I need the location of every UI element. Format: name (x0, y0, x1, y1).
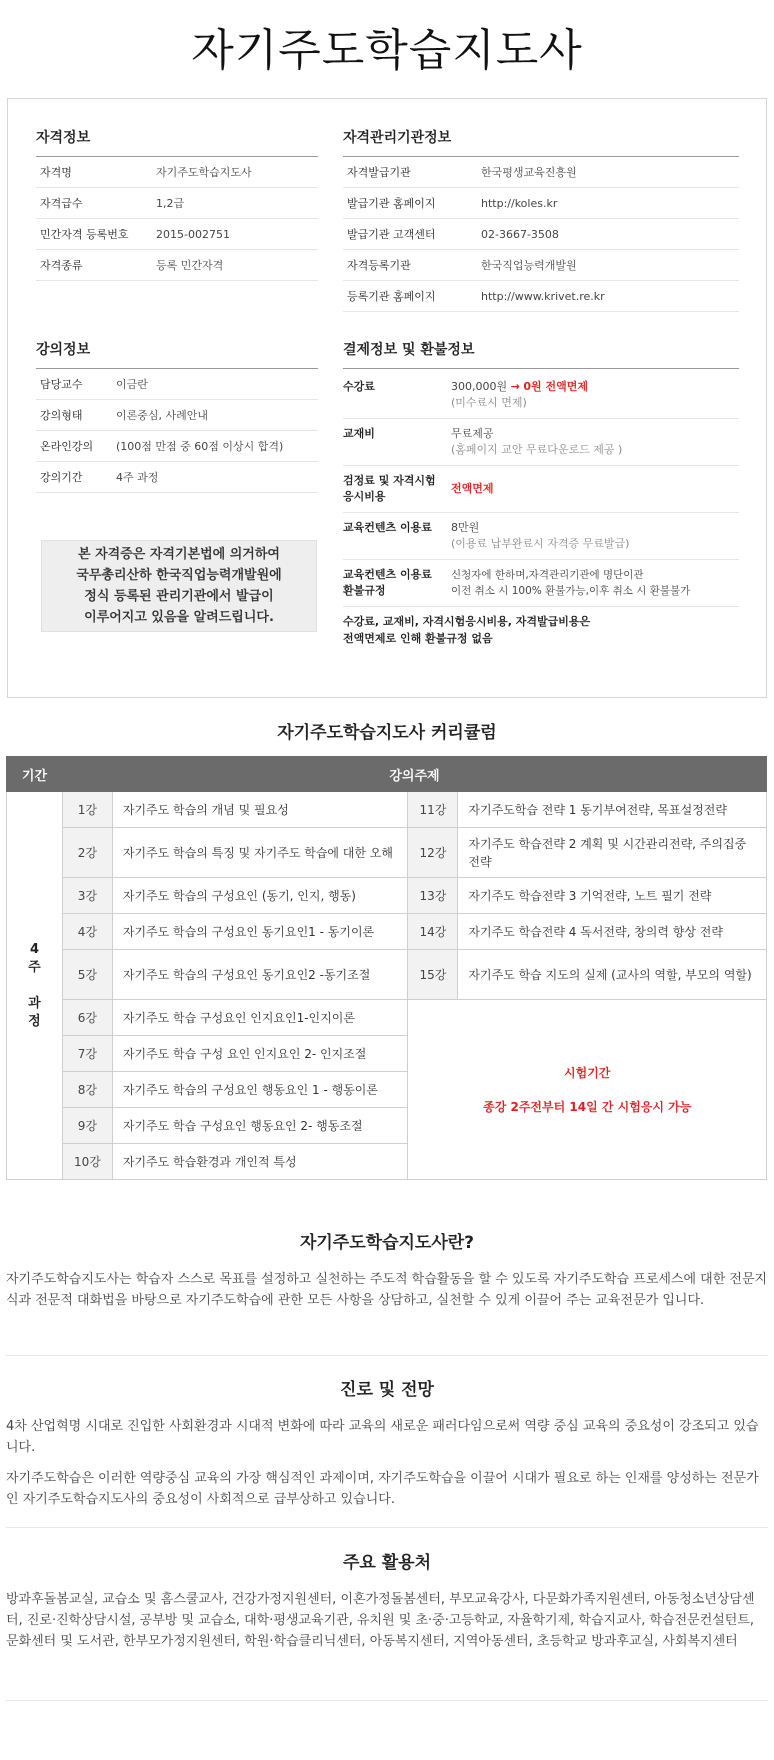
usage-text: 방과후돌봄교실, 교습소 및 홈스쿨교사, 건강가정지원센터, 이혼가정돌봄센터, 부모교육강사, 다문화가족지원센터, 아동청소년상담센터, 진로·진학상담시설, 공부방 및 교습소, 대학·평생교육기관, 유치원 및 초·중·고등학교, 자율학기제, 학습지교사, 학습전문컨설턴트, 문화센터 및 도서관, 한부모가정지원센터, 학원·학습클리닉센터, 아동복지센터, 지역아동센터, 초등학교 방과후교실, 사회복지센터 (6, 1592, 755, 1649)
lecture-no: 6강 (62, 1000, 112, 1036)
content-sub: (이용료 납부완료시 자격증 무료발급) (451, 537, 630, 550)
lecture-no: 11강 (408, 792, 458, 828)
curriculum-title: 자기주도학습지도사 커리큘럼 (277, 723, 497, 743)
material-sub: (홈페이지 교안 무료다운로드 제공 ) (451, 443, 623, 456)
info-row (343, 250, 739, 281)
info-row (36, 400, 318, 431)
payment-key: 환불규정 (343, 584, 386, 597)
notice-line: 정식 등록된 관리기관에서 발급이 (84, 589, 274, 604)
lecture-topic: 자기주도 학습의 구성요인 (동기, 인지, 행동) (112, 878, 408, 914)
lecture-topic: 자기주도 학습의 구성요인 동기요인1 - 동기이론 (112, 914, 408, 950)
lecture-no: 5강 (62, 950, 112, 1000)
info-value: (100점 만점 중 60점 이상시 합격) (116, 440, 284, 453)
about-text: 자기주도학습지도사는 학습자 스스로 목표를 설정하고 실천하는 주도적 학습활동을 할 수 있도록 자기주도학습 프로세스에 대한 전문지식과 전문적 대화법을 바탕으로 자기주도학습에 관한 모든 사항을 상담하고, 실천할 수 있게 이끌어 주는 교육전문가 입니다. (6, 1272, 768, 1308)
notice-line: 이루어지고 있음을 알려드립니다. (84, 610, 274, 625)
payment-key: 검정료 및 자격시험 (343, 474, 436, 487)
refund-note (343, 607, 739, 647)
info-key: 민간자격 등록번호 (40, 228, 129, 241)
lecture-no: 2강 (62, 828, 112, 878)
payment-row-content (343, 513, 739, 560)
info-value: http://koles.kr (481, 196, 558, 210)
info-row (36, 157, 318, 188)
tuition-free: 0원 전액면제 (523, 380, 588, 393)
refund-value: 신청자에 한하며,자격관리기관에 명단이관 (451, 569, 644, 581)
notice-box (41, 540, 317, 632)
curriculum-table (6, 756, 767, 1180)
info-key: 자격발급기관 (347, 166, 411, 179)
refund-note-line: 수강료, 교재비, 자격시험응시비용, 자격발급비용은 (343, 615, 591, 628)
divider (6, 1527, 768, 1528)
lecture-no: 15강 (408, 950, 458, 1000)
exam-period-cell (408, 1000, 767, 1180)
org-info-heading: 자격관리기관정보 (343, 127, 739, 157)
info-key: 자격등록기관 (347, 259, 411, 272)
col-topic-header: 강의주제 (62, 757, 766, 792)
period-text: 과 (28, 995, 41, 1011)
info-row (343, 219, 739, 250)
info-row (36, 250, 318, 281)
info-key: 자격종류 (40, 259, 83, 272)
info-row (36, 188, 318, 219)
payment-row-refund (343, 560, 739, 607)
notice-line: 국무총리산하 한국직업능력개발원에 (76, 568, 282, 583)
lecture-no: 1강 (62, 792, 112, 828)
lecture-topic: 자기주도학습 전략 1 동기부여전략, 목표설정전략 (458, 792, 767, 828)
payment-key: 교재비 (343, 427, 375, 440)
content-value: 8만원 (451, 521, 480, 534)
info-key: 자격명 (40, 166, 72, 179)
exam-value: 전액면제 (451, 482, 494, 495)
payment-key: 교육컨텐츠 이용료 (343, 568, 432, 581)
lecture-no: 8강 (62, 1072, 112, 1108)
career-text: 4차 산업혁명 시대로 진입한 사회환경과 시대적 변화에 따라 교육의 새로운 패러다임으로써 역량 중심 교육의 중요성이 강조되고 있습니다. (6, 1419, 759, 1455)
info-row (36, 369, 318, 400)
info-row (36, 431, 318, 462)
lecture-no: 13강 (408, 878, 458, 914)
info-value: 02-3667-3508 (481, 227, 559, 241)
info-value: http://www.krivet.re.kr (481, 289, 605, 303)
info-value: 자기주도학습지도사 (156, 166, 252, 179)
tuition-price: 300,000원 (451, 380, 508, 393)
info-key: 발급기관 고객센터 (347, 228, 436, 241)
info-key: 발급기관 홈페이지 (347, 197, 436, 210)
qual-info-heading: 자격정보 (36, 127, 318, 157)
lecture-topic: 자기주도 학습의 구성요인 동기요인2 -동기조절 (112, 950, 408, 1000)
lecture-no: 3강 (62, 878, 112, 914)
usage-section (6, 1548, 768, 1662)
payment-key: 수강료 (343, 380, 375, 393)
career-heading: 진로 및 전망 (340, 1380, 434, 1400)
lecture-no: 4강 (62, 914, 112, 950)
info-value: 1,2급 (156, 197, 185, 210)
period-text: 주 (28, 959, 41, 975)
info-row (36, 462, 318, 493)
lecture-topic: 자기주도 학습환경과 개인적 특성 (112, 1144, 408, 1180)
lecture-no: 7강 (62, 1036, 112, 1072)
page-title: 자기주도학습지도사 (191, 25, 583, 76)
lecture-topic: 자기주도 학습 구성요인 인지요인1-인지이론 (112, 1000, 408, 1036)
lecture-topic: 자기주도 학습전략 3 기억전략, 노트 필기 전략 (458, 878, 767, 914)
info-value: 한국평생교육진흥원 (481, 166, 577, 179)
payment-row-exam (343, 466, 739, 513)
info-value: 2015-002751 (156, 227, 230, 241)
info-value: 등록 민간자격 (156, 259, 224, 272)
exam-title: 시험기간 (564, 1065, 611, 1080)
info-box (7, 98, 767, 698)
material-value: 무료제공 (451, 427, 494, 440)
lecture-topic: 자기주도 학습 구성요인 행동요인 2- 행동조절 (112, 1108, 408, 1144)
payment-heading: 결제정보 및 환불정보 (343, 339, 739, 369)
lecture-info-section (36, 339, 318, 493)
career-section (6, 1375, 768, 1520)
info-key: 강의형태 (40, 409, 83, 422)
lecture-topic: 자기주도 학습 구성 요인 인지요인 2- 인지조절 (112, 1036, 408, 1072)
payment-key: 교육컨텐츠 이용료 (343, 521, 432, 534)
about-heading: 자기주도학습지도사란? (299, 1233, 475, 1253)
info-key: 강의기간 (40, 471, 83, 484)
info-row (343, 281, 739, 312)
info-key: 자격급수 (40, 197, 83, 210)
lecture-topic: 자기주도 학습의 개념 및 필요성 (112, 792, 408, 828)
lecture-topic: 자기주도 학습 지도의 실제 (교사의 역할, 부모의 역할) (458, 950, 767, 1000)
info-row (343, 188, 739, 219)
lecture-topic: 자기주도 학습의 구성요인 행동요인 1 - 행동이론 (112, 1072, 408, 1108)
org-info-rows (343, 157, 739, 312)
info-key: 담당교수 (40, 378, 83, 391)
career-text: 자기주도학습은 이러한 역량중심 교육의 가장 핵심적인 과제이며, 자기주도학습을 이끌어 시대가 필요로 하는 인재를 양성하는 전문가인 자기주도학습지도사의 중요성이 사회적으로 급부상하고 있습니다. (6, 1471, 759, 1507)
col-period-header: 기간 (7, 757, 63, 792)
qual-info-section (36, 127, 318, 281)
about-section (6, 1228, 768, 1321)
info-key: 등록기관 홈페이지 (347, 290, 436, 303)
refund-note-line: 전액면제로 인해 환불규정 없음 (343, 632, 493, 645)
info-value: 한국직업능력개발원 (481, 259, 577, 272)
info-value: 이금란 (116, 378, 148, 391)
period-text: 4 (29, 941, 39, 957)
payment-row-tuition (343, 369, 739, 419)
lecture-no: 10강 (62, 1144, 112, 1180)
info-value: 이론중심, 사례안내 (116, 409, 209, 422)
payment-row-material (343, 419, 739, 466)
lecture-topic: 자기주도 학습전략 4 독서전략, 창의력 향상 전략 (458, 914, 767, 950)
info-key: 온라인강의 (40, 440, 94, 453)
notice-line: 본 자격증은 자격기본법에 의거하여 (78, 547, 280, 562)
lecture-topic: 자기주도 학습전략 2 계획 및 시간관리전략, 주의집중 전략 (458, 828, 767, 878)
lecture-no: 12강 (408, 828, 458, 878)
lecture-no: 14강 (408, 914, 458, 950)
info-row (36, 219, 318, 250)
usage-heading: 주요 활용처 (342, 1553, 432, 1573)
period-text: 정 (28, 1013, 41, 1029)
refund-value: 이전 취소 시 100% 환불가능,이후 취소 시 환불불가 (451, 585, 691, 597)
exam-desc: 종강 2주전부터 14일 간 시험응시 가능 (483, 1099, 692, 1114)
lecture-info-rows (36, 369, 318, 493)
divider (6, 1355, 768, 1356)
info-row (343, 157, 739, 188)
qual-info-rows (36, 157, 318, 281)
lecture-no: 9강 (62, 1108, 112, 1144)
tuition-sub: (미수료시 면제) (451, 396, 527, 409)
org-info-section (343, 127, 739, 312)
lecture-topic: 자기주도 학습의 특징 및 자기주도 학습에 대한 오해 (112, 828, 408, 878)
lecture-info-heading: 강의정보 (36, 339, 318, 369)
period-cell (7, 792, 63, 1180)
payment-section (343, 339, 739, 647)
payment-key: 응시비용 (343, 490, 386, 503)
arrow-icon: → (510, 380, 520, 393)
divider (6, 1700, 768, 1701)
info-value: 4주 과정 (116, 471, 159, 484)
